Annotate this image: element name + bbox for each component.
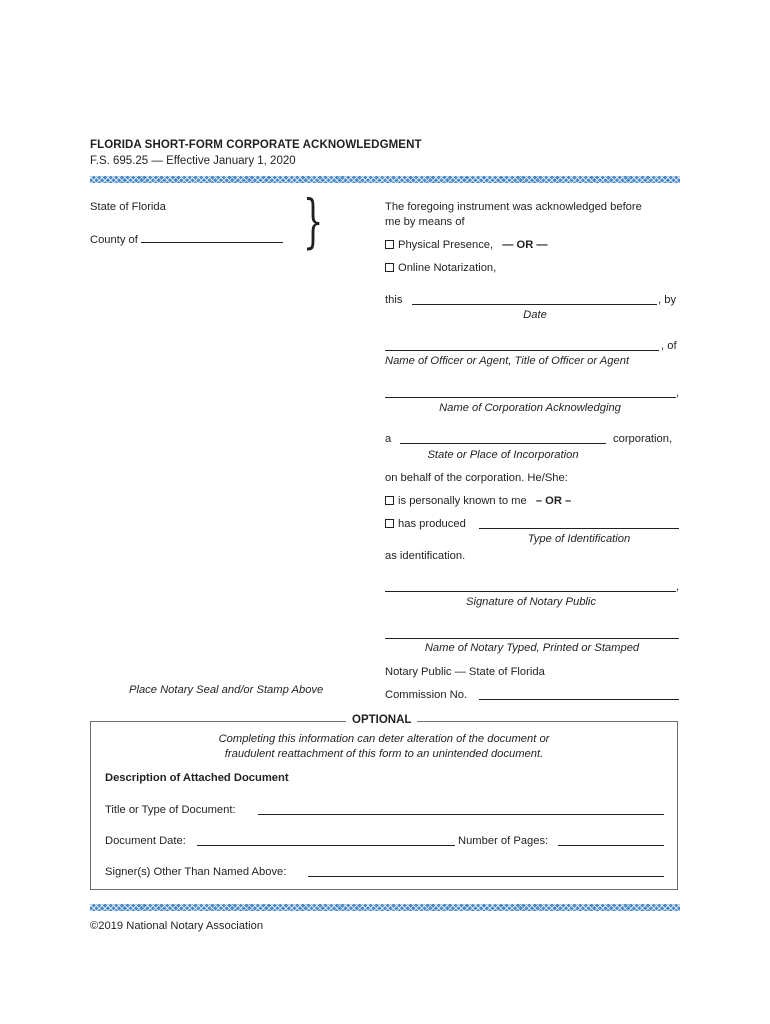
county-field[interactable] [141, 232, 283, 243]
seal-caption: Place Notary Seal and/or Stamp Above [129, 684, 324, 696]
document-title-field[interactable] [258, 814, 664, 815]
physical-presence-label: Physical Presence, [398, 239, 494, 251]
physical-presence-option[interactable] [385, 239, 548, 251]
personally-known-option[interactable] [385, 495, 571, 507]
signature-field[interactable] [385, 591, 676, 592]
a-label: a [385, 433, 392, 445]
top-decorative-band [90, 176, 680, 183]
optional-heading: Description of Attached Document [105, 772, 289, 784]
county-label: County of [90, 234, 138, 246]
notary-name-field[interactable] [385, 638, 679, 639]
corporation-name-field[interactable] [385, 397, 676, 398]
optional-note-line-2: fraudulent reattachment of this form to an unintended document. [224, 748, 544, 760]
or-separator-2: – OR – [535, 495, 572, 507]
corporation-caption: Name of Corporation Acknowledging [439, 402, 621, 414]
form-title: FLORIDA SHORT-FORM CORPORATE ACKNOWLEDGMENT [90, 139, 422, 151]
date-caption: Date [523, 309, 547, 321]
has-produced-option[interactable] [385, 518, 466, 530]
online-notarization-option[interactable] [385, 262, 496, 274]
number-of-pages-label: Number of Pages: [458, 835, 549, 847]
officer-caption: Name of Officer or Agent, Title of Officer or Agent [385, 355, 630, 367]
corporation-comma: , [676, 387, 680, 399]
personally-known-label: is personally known to me [398, 495, 527, 507]
id-caption: Type of Identification [527, 533, 631, 545]
notary-name-caption: Name of Notary Typed, Printed or Stamped [424, 642, 640, 654]
commission-field[interactable] [479, 699, 679, 700]
document-date-field[interactable] [197, 845, 455, 846]
by-label: , by [658, 294, 677, 306]
this-label: this [385, 294, 403, 306]
document-date-label: Document Date: [105, 835, 186, 847]
copyright-text: ©2019 National Notary Association [90, 920, 264, 932]
form-subtitle: F.S. 695.25 — Effective January 1, 2020 [90, 155, 296, 167]
has-produced-checkbox[interactable] [385, 519, 394, 528]
number-of-pages-field[interactable] [558, 845, 664, 846]
intro-line-2: me by means of [385, 216, 465, 228]
physical-presence-checkbox[interactable] [385, 240, 394, 249]
or-separator-1: — OR — [502, 239, 548, 251]
signature-comma: , [676, 581, 680, 593]
online-notarization-label: Online Notarization, [398, 262, 497, 274]
signature-caption: Signature of Notary Public [466, 596, 596, 608]
state-incorporation-field[interactable] [400, 443, 606, 444]
optional-label: OPTIONAL [346, 714, 417, 726]
other-signers-field[interactable] [308, 876, 664, 877]
online-notarization-checkbox[interactable] [385, 263, 394, 272]
date-field[interactable] [412, 304, 657, 305]
personally-known-checkbox[interactable] [385, 496, 394, 505]
venue-county [90, 232, 283, 246]
commission-label: Commission No. [385, 689, 468, 701]
corporation-label: corporation, [613, 433, 673, 445]
state-caption: State or Place of Incorporation [427, 449, 579, 461]
officer-field[interactable] [385, 350, 659, 351]
notary-public-state: Notary Public — State of Florida [385, 666, 545, 678]
of-label: , of [661, 340, 677, 352]
venue-brace: } [303, 187, 324, 255]
bottom-decorative-band [90, 904, 680, 911]
other-signers-label: Signer(s) Other Than Named Above: [105, 866, 287, 878]
intro-line-1: The foregoing instrument was acknowledged before [385, 201, 642, 213]
document-title-label: Title or Type of Document: [105, 804, 236, 816]
optional-note-line-1: Completing this information can deter alteration of the document or [218, 733, 550, 745]
has-produced-label: has produced [398, 518, 466, 530]
as-identification-text: as identification. [385, 550, 466, 562]
venue-state: State of Florida [90, 201, 166, 213]
identification-field[interactable] [479, 528, 679, 529]
on-behalf-text: on behalf of the corporation. He/She: [385, 472, 568, 484]
